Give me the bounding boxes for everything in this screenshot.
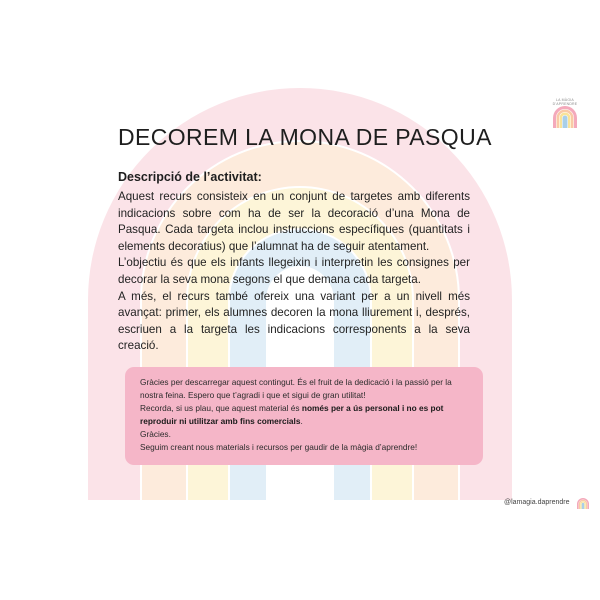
brand-logo-text: LA MÀGIA D'APRENDRE bbox=[552, 98, 578, 106]
page-title: DECOREM LA MONA DE PASQUA bbox=[118, 124, 492, 150]
rainbow-icon bbox=[576, 497, 590, 509]
notice-line-closing: Seguim creant nous materials i recursos per gaudir de la màgia d’aprendre! bbox=[140, 442, 418, 452]
activity-description bbox=[118, 189, 470, 355]
notice-line-thanks: Gràcies per descarregar aquest contingut. És el fruit de la dedicació i la passió per la nostra feina. Espero que t’agradi i que et sigui de gran utilitat! bbox=[140, 377, 452, 400]
description-paragraph-3: A més, el recurs també ofereix una variant per a un nivell més avançat: primer, els alumnes decoren la mona lliurement i, després, escriuen a la targeta les indicacions corresponents a la seva creació. bbox=[118, 289, 470, 353]
description-paragraph-2: L’objectiu és que els infants llegeixin i interpretin les consignes per decorar la seva mona segons el que demana cada targeta. bbox=[118, 256, 470, 286]
license-restriction: només per a ús personal i no es pot reproduir ni utilitzar amb fins comercials bbox=[140, 403, 444, 426]
thank-you-notice bbox=[125, 367, 483, 465]
social-handle: @lamagia.daprendre bbox=[504, 499, 570, 506]
description-paragraph-1: Aquest recurs consisteix en un conjunt de targetes amb diferents indicacions sobre com ha de ser la decoració d’una Mona de Pasqua. Cada targeta inclou instruccions específiques (quantitats i elements decoratius) que l’alumnat ha de seguir atentament. bbox=[118, 190, 470, 253]
notice-line-gracies: Gràcies. bbox=[140, 429, 171, 439]
rainbow-icon bbox=[551, 104, 579, 130]
brand-logo bbox=[548, 98, 582, 134]
section-heading: Descripció de l’activitat: bbox=[118, 170, 262, 184]
notice-line-license: Recorda, si us plau, que aquest material és només per a ús personal i no es pot reproduir ni utilitzar amb fins comercials. bbox=[140, 403, 444, 426]
